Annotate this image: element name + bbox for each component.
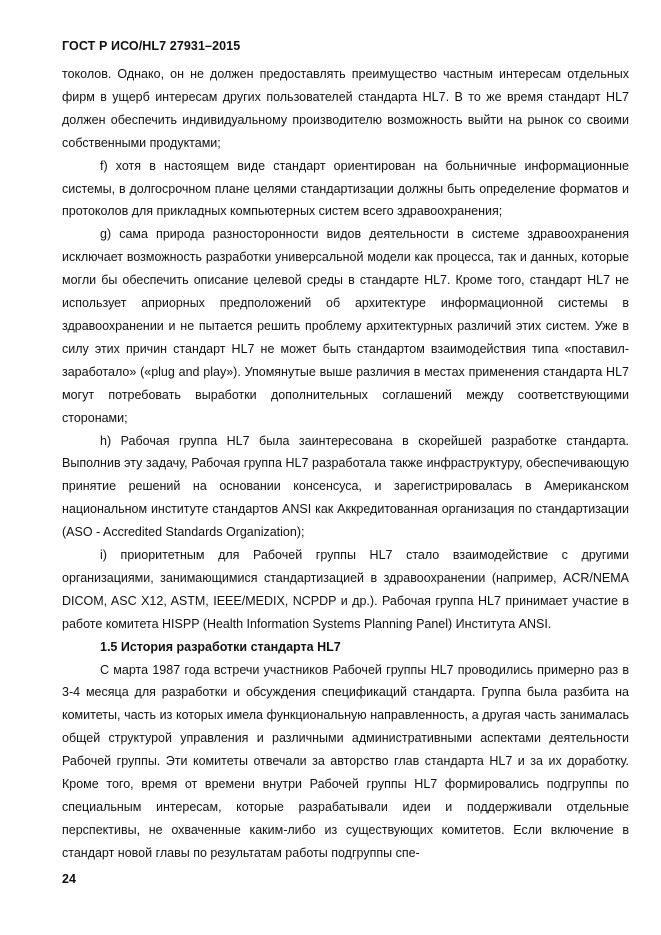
paragraph-item-i: i) приоритетным для Рабочей группы HL7 стало взаимодействие с другими организациями, занимающимися стандартизацией в здравоохранении (например, ACR/NEMA DICOM, ASC X12, ASTM, IEEE/MEDIX, NCPDP и др.). Рабочая группа HL7 принимает участие в работе комитета HISPP (Health Information Systems Planning Panel) Института ANSI. bbox=[62, 548, 629, 631]
paragraph-item-h: h) Рабочая группа HL7 была заинтересована в скорейшей разработке стандарта. Выполнив эту задачу, Рабочая группа HL7 разработала также инфраструктуру, обеспечивающую принятие решений на основании консенсуса, и зарегистрировалась в Американском национальном институте стандартов ANSI как Аккредитованная организация по стандартизации (ASO - Accredited Standards Organization); bbox=[62, 433, 629, 540]
paragraph-item-g: g) сама природа разносторонности видов деятельности в системе здравоохранения исключает возможность разработки универсальной модели как процесса, так и данных, которые могли бы обеспечить описание целевой среды в стандарте HL7. Кроме того, стандарт HL7 не использует априорных предположений об архитектуре информационной системы в здравоохранении и не пытается решить проблему архитектурных различий этих систем. Уже в силу этих причин стандарт HL7 не может быть стандартом взаимодействия типа «поставил-заработало» («plug and play»). Упомянутые выше различия в местах применения стандарта HL7 могут потребовать выработки дополнительных соглашений между соответствующими сторонами; bbox=[62, 227, 629, 425]
paragraph-history: С марта 1987 года встречи участников Рабочей группы HL7 проводились примерно раз в 3-4 месяца для разработки и обсуждения спецификаций стандарта. Группа была разбита на комитеты, часть из которых имела функциональную направленность, а другая часть занималась общей структурой управления и различными административными аспектами деятельности Рабочей группы. Эти комитеты отвечали за авторство глав стандарта HL7 и за их доработку. Кроме того, время от времени внутри Рабочей группы HL7 формировались подгруппы по специальным интересам, которые разрабатывали идеи и поддерживали отдельные перспективы, не охваченные каким-либо из существующих комитетов. Если включение в стандарт новой главы по результатам работы подгруппы спе- bbox=[62, 662, 629, 860]
paragraph-item-f: f) хотя в настоящем виде стандарт ориентирован на больничные информационные системы, в долгосрочном плане целями стандартизации должны быть определение форматов и протоколов для прикладных компьютерных систем всего здравоохранения; bbox=[62, 158, 629, 219]
document-header: ГОСТ Р ИСО/HL7 27931–2015 bbox=[62, 39, 241, 53]
page-number: 24 bbox=[62, 872, 76, 886]
paragraph-continuation: токолов. Однако, он не должен предоставлять преимущество частным интересам отдельных фирм в ущерб интересам других пользователей стандарта HL7. В то же время стандарт HL7 должен обеспечить индивидуальному производителю возможность выйти на рынок со своими собственными продуктами; bbox=[62, 67, 629, 150]
section-heading: 1.5 История разработки стандарта HL7 bbox=[100, 639, 341, 654]
document-body bbox=[62, 63, 629, 865]
